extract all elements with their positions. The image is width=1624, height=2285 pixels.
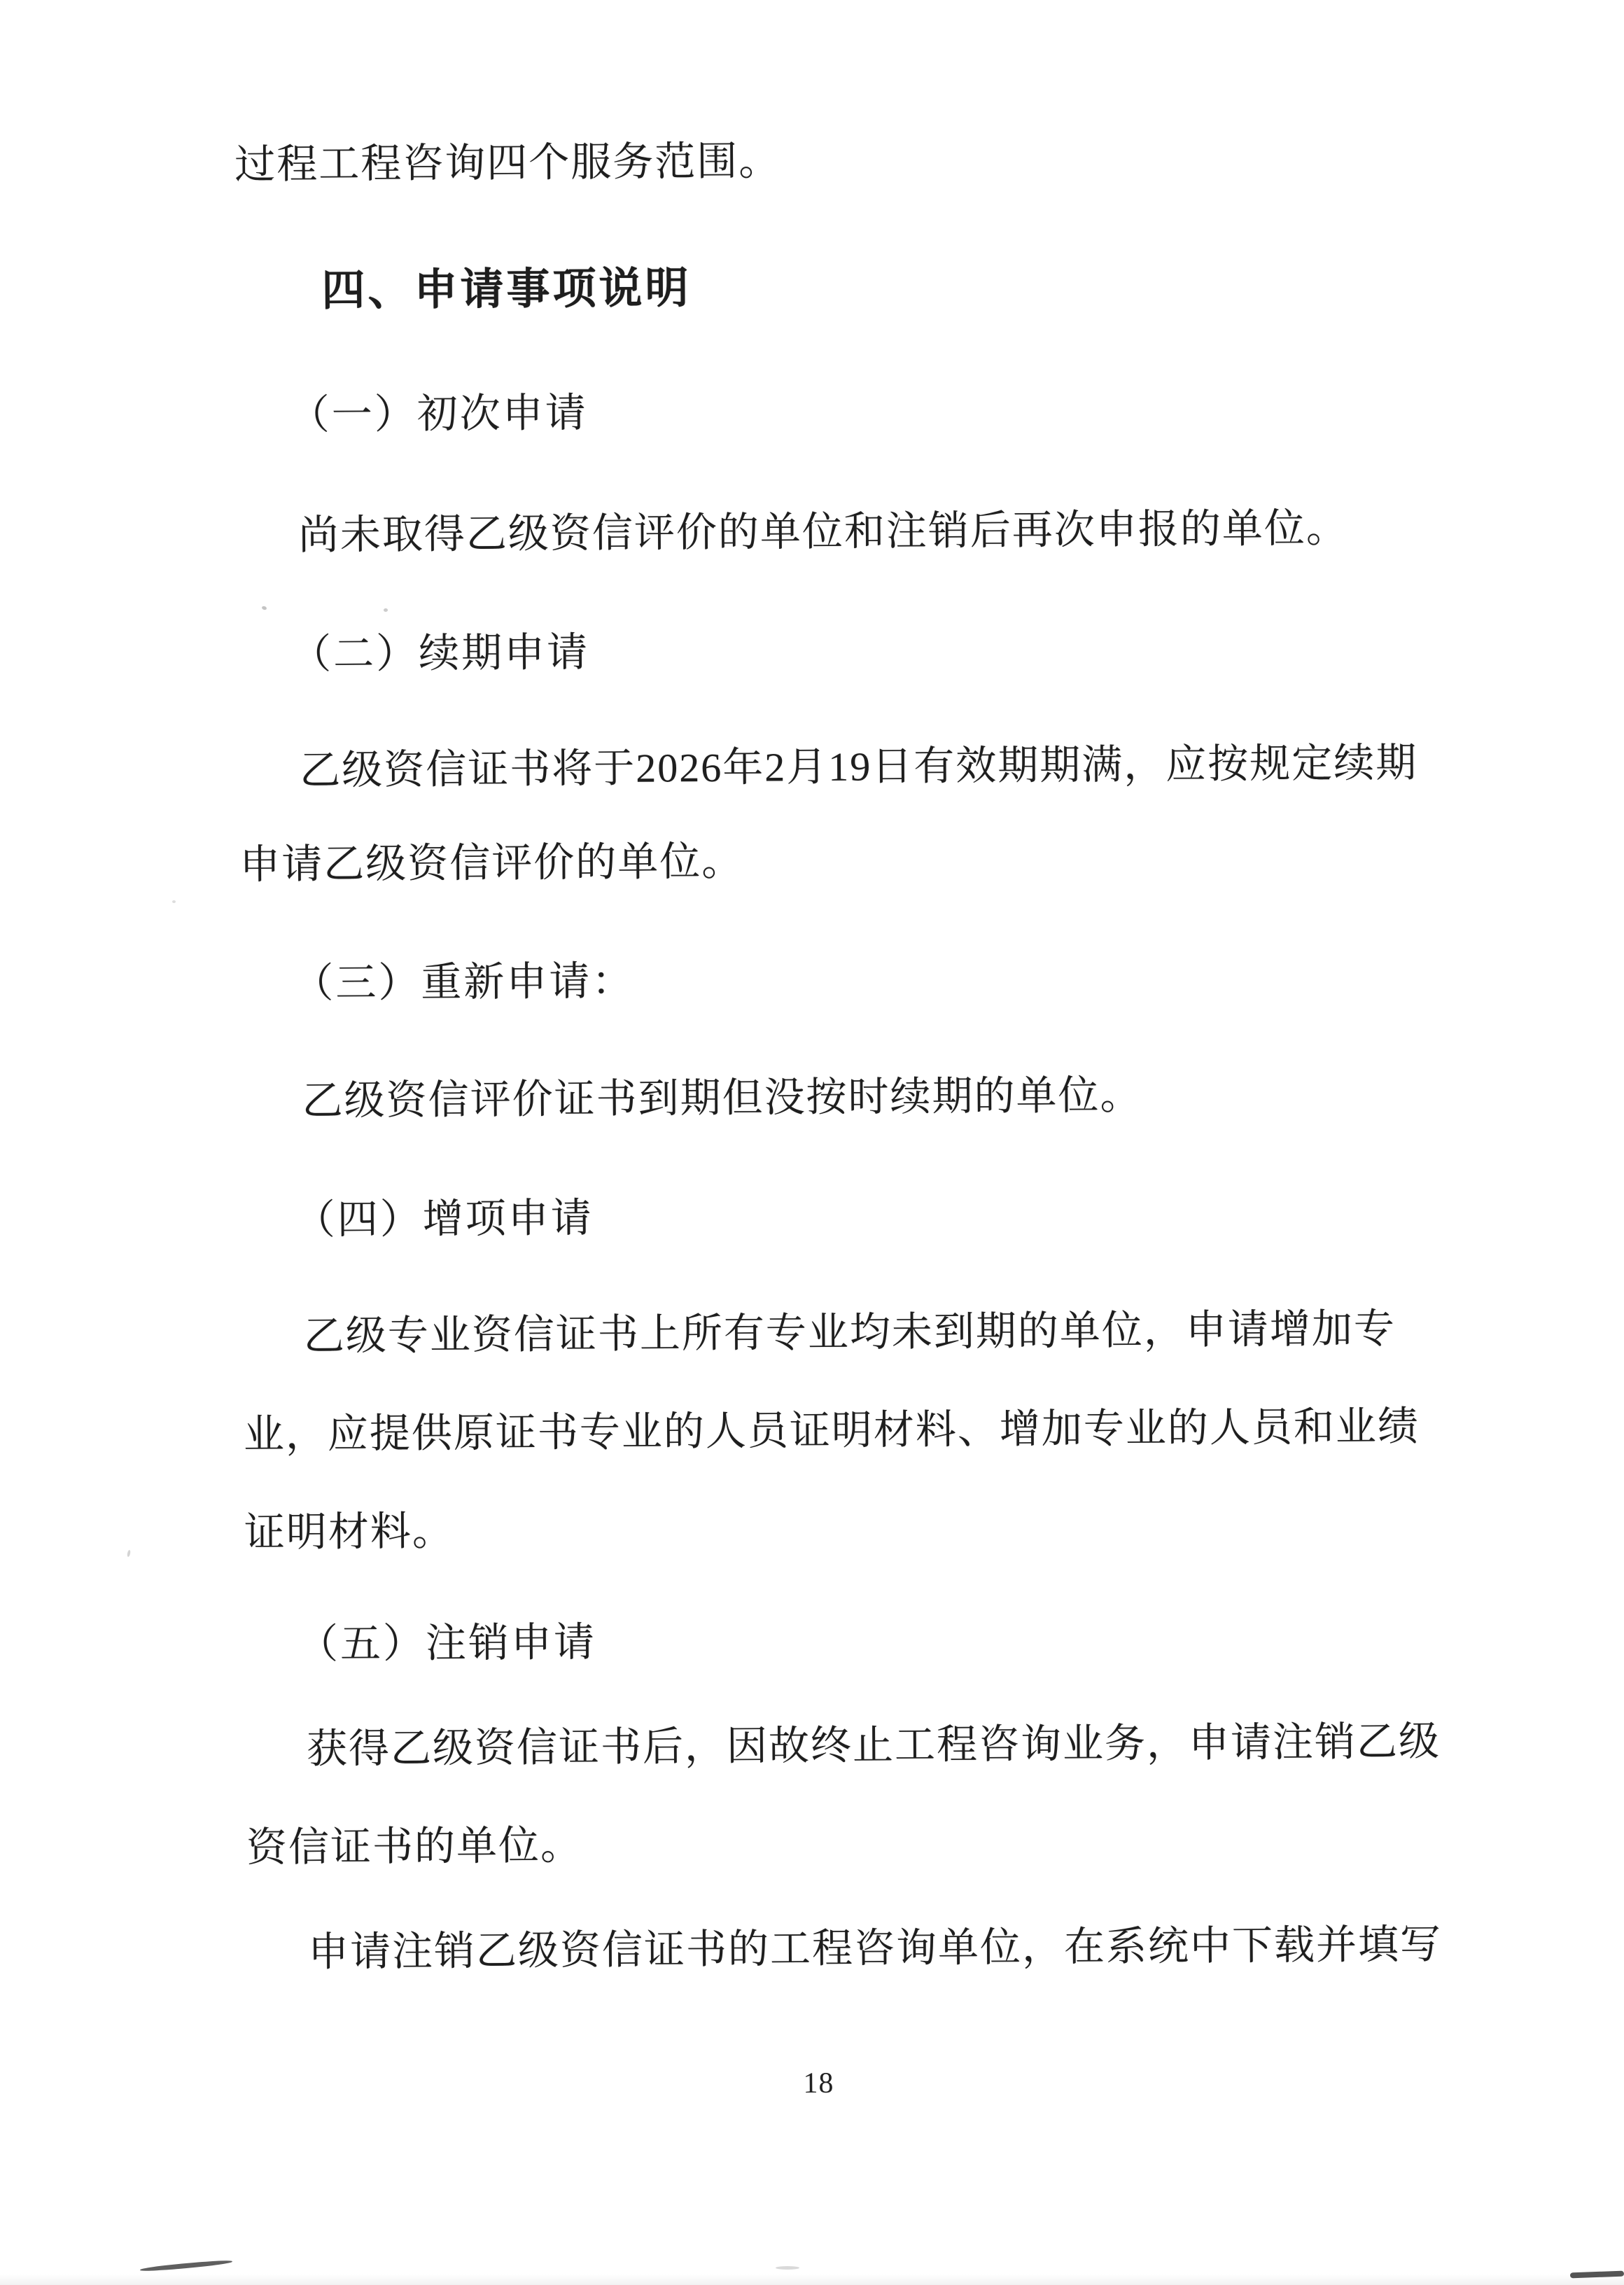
paragraph-line: 过程工程咨询四个服务范围。 — [234, 138, 781, 188]
paragraph-line: 资信证书的单位。 — [246, 1822, 583, 1871]
paragraph-line: 获得乙级资信证书后，因故终止工程咨询业务，申请注销乙级 — [306, 1718, 1441, 1773]
paragraph-line: 申请注销乙级资信证书的工程咨询单位，在系统中下载并填写 — [307, 1921, 1443, 1976]
subsection-heading: （一）初次申请 — [288, 390, 588, 438]
scan-edge-shadow — [0, 2274, 1624, 2285]
paragraph-line: 尚未取得乙级资信评价的单位和注销后再次申报的单位。 — [298, 505, 1349, 559]
subsection-heading: （三）重新申请： — [293, 958, 635, 1007]
scan-smudge-bottom-middle — [776, 2266, 799, 2270]
paragraph-line: 乙级资信评价证书到期但没按时续期的单位。 — [302, 1072, 1142, 1124]
scan-speck — [172, 900, 176, 903]
paragraph-line: 乙级资信证书将于2026年2月19日有效期期满，应按规定续期 — [300, 739, 1418, 794]
subsection-heading: （五）注销申请 — [297, 1619, 597, 1668]
section-heading: 四、申请事项说明 — [321, 265, 692, 315]
paragraph-line: 申请乙级资信评价的单位。 — [239, 838, 744, 888]
page-number: 18 — [803, 2067, 834, 2100]
scan-speck — [384, 608, 388, 612]
paragraph-line: 业，应提供原证书专业的人员证明材料、增加专业的人员和业绩 — [243, 1403, 1420, 1458]
subsection-heading: （二）续期申请 — [290, 629, 590, 678]
paragraph-line: 证明材料。 — [244, 1508, 455, 1556]
paragraph-line: 乙级专业资信证书上所有专业均未到期的单位，申请增加专 — [303, 1306, 1396, 1360]
subsection-heading: （四）增项申请 — [294, 1195, 594, 1243]
